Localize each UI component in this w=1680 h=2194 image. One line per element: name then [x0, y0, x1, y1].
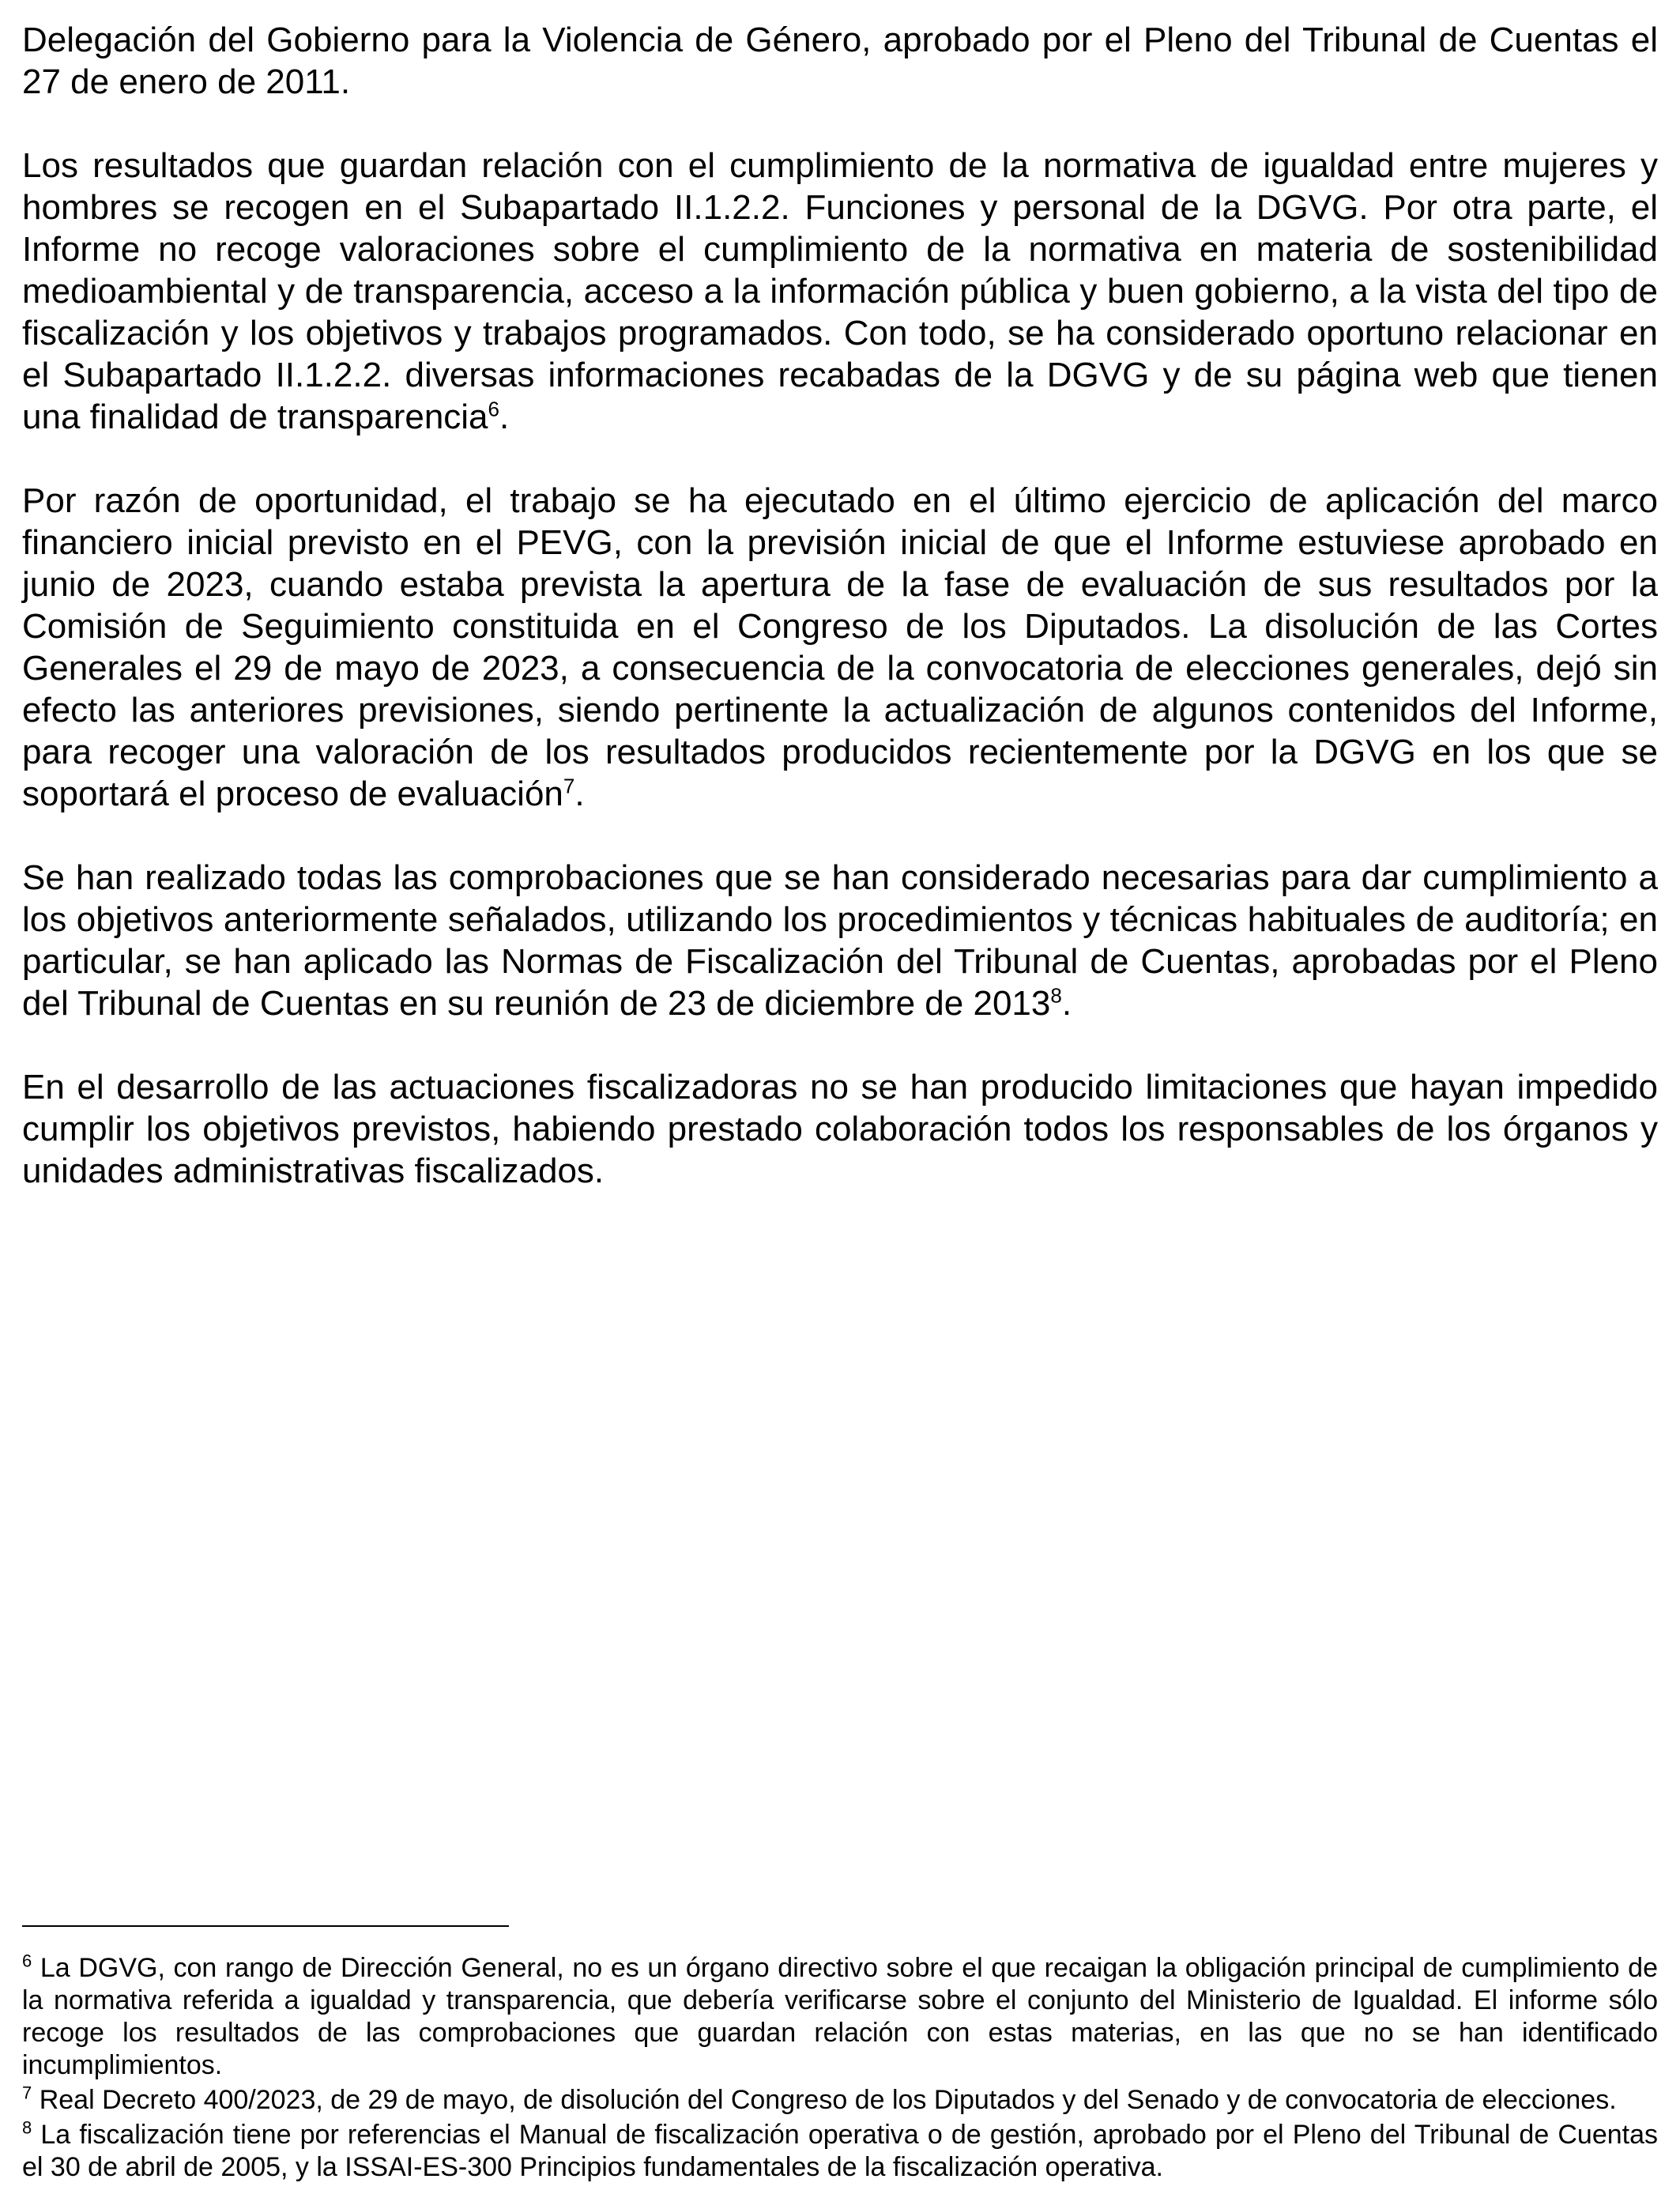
footnotes-section — [22, 1925, 1658, 2186]
paragraph-5-text: En el desarrollo de las actuaciones fiscalizadoras no se han producido limitaciones que hayan impedido cumplir los objetivos previstos, habiendo prestado colaboración todos los responsables de los órganos y unidades administrativas fiscalizados. — [22, 1068, 1658, 1190]
paragraph-3-text: Por razón de oportunidad, el trabajo se ha ejecutado en el último ejercicio de aplicación del marco financiero inicial previsto en el PEVG, con la previsión inicial de que el Informe estuviese aprobado en junio de 2023, cuando estaba prevista la apertura de la fase de evaluación de sus resultados por la Comisión de Seguimiento constituida en el Congreso de los Diputados. La disolución de las Cortes Generales el 29 de mayo de 2023, a consecuencia de la convocatoria de elecciones generales, dejó sin efecto las anteriores previsiones, siendo pertinente la actualización de algunos contenidos del Informe, para recoger una valoración de los resultados producidos recientemente por la DGVG en los que se soportará el proceso de evaluación — [22, 481, 1658, 813]
paragraph-4-end: . — [1061, 984, 1072, 1023]
footnote-6 — [22, 1952, 1658, 2082]
footnote-7-number: 7 — [22, 2083, 32, 2103]
footnote-8-number: 8 — [22, 2117, 32, 2138]
document-body — [22, 19, 1658, 1234]
footnote-ref-8[interactable]: 8 — [1050, 983, 1062, 1008]
footnote-ref-7[interactable]: 7 — [563, 774, 575, 798]
paragraph-4 — [22, 857, 1658, 1024]
paragraph-3 — [22, 480, 1658, 815]
paragraph-2 — [22, 145, 1658, 438]
paragraph-3-end: . — [574, 775, 585, 813]
footnote-6-text: La DGVG, con rango de Dirección General, no es un órgano directivo sobre el que recaigan la obligación principal de cumplimiento de la normativa referida a igualdad y transparencia, que debería verificarse sobre el conjunto del Ministerio de Igualdad. El informe sólo recoge los resultados de las comprobaciones que guardan relación con estas materias, en las que no se han identificado incumplimientos. — [22, 1953, 1658, 2080]
paragraph-2-text: Los resultados que guardan relación con el cumplimiento de la normativa de igualdad entre mujeres y hombres se recogen en el Subapartado II.1.2.2. Funciones y personal de la DGVG. Por otra parte, el Informe no recoge valoraciones sobre el cumplimiento de la normativa en materia de sostenibilidad medioambiental y de transparencia, acceso a la información pública y buen gobierno, a la vista del tipo de fiscalización y los objetivos y trabajos programados. Con todo, se ha considerado oportuno relacionar en el Subapartado II.1.2.2. diversas informaciones recabadas de la DGVG y de su página web que tienen una finalidad de transparencia — [22, 146, 1658, 436]
paragraph-5 — [22, 1066, 1658, 1192]
paragraph-2-end: . — [499, 398, 510, 436]
paragraph-1 — [22, 19, 1658, 103]
paragraph-4-text: Se han realizado todas las comprobaciones que se han considerado necesarias para dar cumplimiento a los objetivos anteriormente señalados, utilizando los procedimientos y técnicas habituales de auditoría; en particular, se han aplicado las Normas de Fiscalización del Tribunal de Cuentas, aprobadas por el Pleno del Tribunal de Cuentas en su reunión de 23 de diciembre de 2013 — [22, 858, 1658, 1023]
footnote-separator — [22, 1925, 509, 1927]
paragraph-1-text: Delegación del Gobierno para la Violencia de Género, aprobado por el Pleno del Tribunal de Cuentas el 27 de enero de 2011. — [22, 21, 1658, 101]
footnote-7 — [22, 2084, 1658, 2117]
footnote-8 — [22, 2119, 1658, 2184]
footnote-ref-6[interactable]: 6 — [488, 397, 499, 421]
footnote-6-number: 6 — [22, 1951, 32, 1971]
footnote-8-text: La fiscalización tiene por referencias el Manual de fiscalización operativa o de gestión, aprobado por el Pleno del Tribunal de Cuentas el 30 de abril de 2005, y la ISSAI-ES-300 Principios fundamentales de la fiscalización operativa. — [22, 2120, 1658, 2182]
footnote-7-text: Real Decreto 400/2023, de 29 de mayo, de disolución del Congreso de los Diputados y del Senado y de convocatoria de elecciones. — [32, 2085, 1617, 2115]
